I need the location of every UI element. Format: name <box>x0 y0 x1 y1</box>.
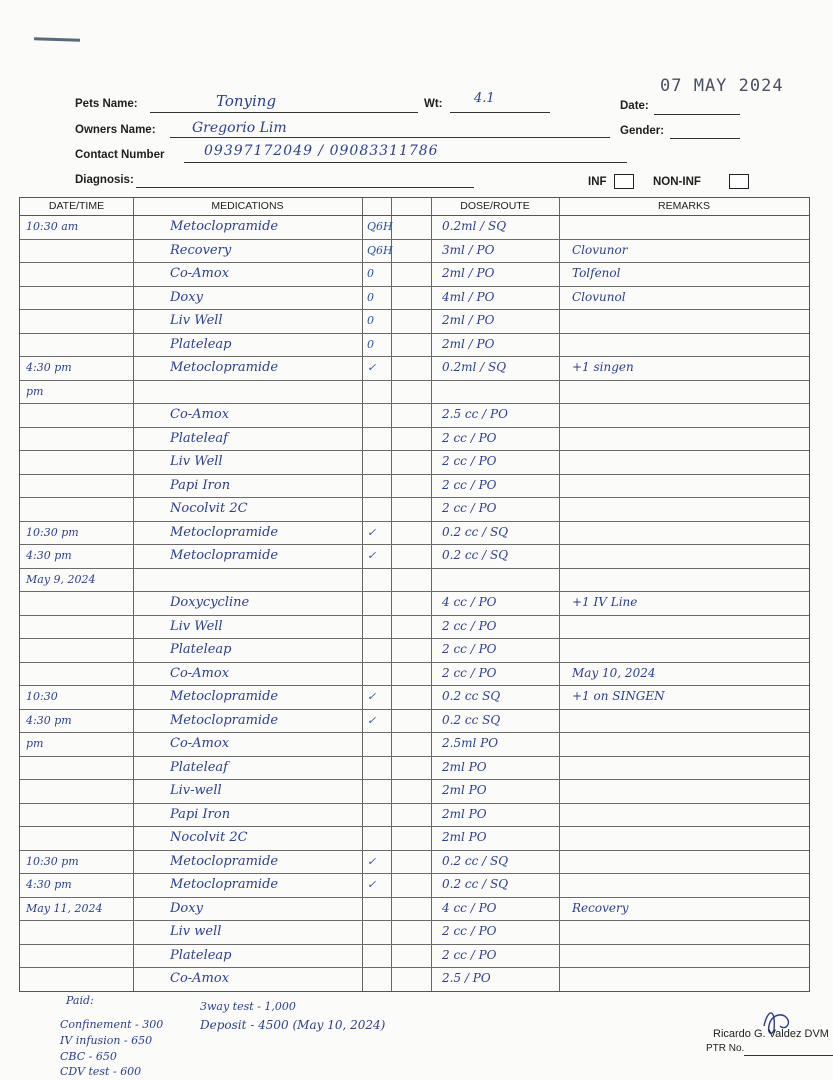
row-dose-route <box>442 380 557 403</box>
row-frequency <box>367 967 407 990</box>
row-frequency <box>367 756 407 779</box>
row-remark <box>572 521 807 544</box>
diagnosis-label: Diagnosis: <box>75 174 134 186</box>
gender-label: Gender: <box>620 125 665 137</box>
wt-label: Wt: <box>424 98 443 110</box>
pet-name-label: Pets Name: <box>75 98 138 110</box>
row-dose-route: 0.2 cc / SQ <box>442 853 509 868</box>
row-remark <box>572 826 807 849</box>
row-medication: Plateleap <box>170 642 232 657</box>
row-frequency <box>367 638 407 661</box>
ptr-underline <box>744 1055 833 1056</box>
row-frequency <box>367 474 407 497</box>
row-medication: Co-Amox <box>170 971 230 986</box>
row-medication: Metoclopramide <box>170 853 279 869</box>
row-datetime: pm <box>26 737 44 750</box>
row-remark <box>572 497 807 520</box>
row-datetime <box>26 638 130 661</box>
row-remark: Clovunol <box>572 289 626 304</box>
row-frequency <box>367 403 407 426</box>
row-frequency <box>367 427 407 450</box>
row-remark <box>572 873 807 896</box>
row-frequency: ✓ <box>367 549 377 562</box>
row-datetime <box>26 967 130 990</box>
row-datetime: 10:30 pm <box>26 525 79 539</box>
row-remark <box>572 709 807 732</box>
row-frequency: 0 <box>367 267 374 280</box>
row-medication: Plateleap <box>170 336 232 352</box>
row-frequency: Q6H <box>367 220 393 233</box>
row-dose-route: 0.2ml / SQ <box>442 219 507 233</box>
paid-item: CDV test - 600 <box>60 1065 142 1078</box>
paid-item: CBC - 650 <box>60 1050 117 1063</box>
paid-item: Confinement - 300 <box>60 1018 164 1031</box>
row-remark <box>572 215 807 238</box>
row-dose-route: 0.2 cc / SQ <box>442 548 509 562</box>
row-datetime: 4:30 pm <box>26 713 72 727</box>
row-remark: +1 singen <box>572 360 634 374</box>
row-dose-route: 4ml / PO <box>442 289 495 304</box>
row-dose-route: 2 cc / PO <box>442 665 497 680</box>
row-datetime: May 9, 2024 <box>26 572 96 586</box>
row-medication: Metoclopramide <box>170 360 279 375</box>
row-frequency: 0 <box>367 337 374 351</box>
row-dose-route: 2ml PO <box>442 783 487 797</box>
row-dose-route: 2ml / PO <box>442 266 495 280</box>
row-datetime <box>26 309 130 332</box>
row-remark <box>572 544 807 567</box>
row-remark <box>572 732 807 755</box>
vet-name: Ricardo G. Valdez DVM <box>713 1028 829 1040</box>
row-datetime: 10:30 pm <box>26 854 79 868</box>
row-datetime <box>26 756 130 779</box>
row-dose-route: 2 cc / PO <box>442 501 497 515</box>
row-frequency <box>367 497 407 520</box>
row-medication: Co-Amox <box>170 407 230 422</box>
inf-checkbox[interactable] <box>614 174 634 189</box>
diagnosis-underline <box>136 187 474 188</box>
row-frequency <box>367 944 407 967</box>
row-remark <box>572 850 807 873</box>
row-dose-route: 2ml / PO <box>442 313 495 327</box>
row-medication: Papi Iron <box>170 477 231 493</box>
row-dose-route: 2ml / PO <box>442 336 495 351</box>
row-medication: Doxy <box>170 289 203 305</box>
row-datetime <box>26 803 130 826</box>
row-medication: Nocolvit 2C <box>170 501 248 516</box>
row-remark <box>572 756 807 779</box>
row-remark <box>572 427 807 450</box>
date-label: Date: <box>620 100 649 112</box>
row-remark <box>572 920 807 943</box>
row-frequency <box>367 826 407 849</box>
row-datetime <box>26 944 130 967</box>
row-remark <box>572 450 807 473</box>
row-remark <box>572 380 807 403</box>
row-dose-route: 0.2 cc / SQ <box>442 524 509 539</box>
row-remark <box>572 474 807 497</box>
row-frequency <box>367 662 407 685</box>
row-frequency <box>367 779 407 802</box>
row-dose-route: 2.5 cc / PO <box>442 407 508 421</box>
row-medication: Co-Amox <box>170 266 230 281</box>
pet-name-value: Tonying <box>216 92 277 110</box>
noninf-checkbox[interactable] <box>729 174 749 189</box>
row-dose-route <box>442 568 557 591</box>
row-dose-route: 2 cc / PO <box>442 947 497 962</box>
row-datetime <box>26 239 130 262</box>
row-remark <box>572 803 807 826</box>
row-dose-route: 4 cc / PO <box>442 595 497 609</box>
scan-mark <box>34 37 80 42</box>
row-medication: Plateleaf <box>170 759 228 775</box>
row-medication: Co-Amox <box>170 736 230 751</box>
row-frequency <box>367 920 407 943</box>
row-datetime: 4:30 pm <box>26 361 72 374</box>
row-datetime <box>26 333 130 356</box>
row-medication: Metoclopramide <box>170 219 279 234</box>
row-datetime <box>26 403 130 426</box>
row-frequency <box>367 380 407 403</box>
row-frequency: ✓ <box>367 713 377 727</box>
row-dose-route: 2ml PO <box>442 830 487 844</box>
header-datetime: DATE/TIME <box>48 200 105 212</box>
row-medication: Metoclopramide <box>170 689 279 704</box>
deposit-line: Deposit - 4500 (May 10, 2024) <box>200 1018 386 1032</box>
row-medication: Metoclopramide <box>170 877 279 892</box>
test-line: 3way test - 1,000 <box>200 1000 296 1013</box>
row-datetime: 10:30 <box>26 690 58 703</box>
row-medication <box>170 380 360 403</box>
row-frequency <box>367 732 407 755</box>
row-medication: Plateleaf <box>170 430 228 446</box>
row-datetime <box>26 450 130 473</box>
row-dose-route: 0.2 cc / SQ <box>442 877 509 891</box>
row-frequency: 0 <box>367 290 374 304</box>
row-datetime: 4:30 pm <box>26 549 72 562</box>
contact-value: 09397172049 / 09083311786 <box>204 143 439 159</box>
row-remark: Clovunor <box>572 242 628 257</box>
gender-underline <box>670 138 740 139</box>
row-frequency: 0 <box>367 314 374 327</box>
row-medication: Liv-well <box>170 783 222 798</box>
row-frequency <box>367 591 407 614</box>
row-frequency <box>367 568 407 591</box>
header-dose-route: DOSE/ROUTE <box>460 200 530 212</box>
row-remark: +1 IV Line <box>572 595 638 609</box>
row-dose-route: 2ml PO <box>442 759 487 774</box>
row-datetime <box>26 779 130 802</box>
row-datetime <box>26 474 130 497</box>
row-datetime: May 11, 2024 <box>26 901 103 915</box>
row-dose-route: 2 cc / PO <box>442 477 497 492</box>
row-medication: Plateleap <box>170 947 232 963</box>
row-frequency: ✓ <box>367 878 377 891</box>
row-datetime <box>26 615 130 638</box>
row-datetime <box>26 427 130 450</box>
inf-label: INF <box>588 176 607 188</box>
contact-underline <box>184 162 627 163</box>
row-dose-route: 2.5ml PO <box>442 736 499 750</box>
row-datetime <box>26 591 130 614</box>
row-medication: Metoclopramide <box>170 712 279 728</box>
row-medication <box>170 568 360 591</box>
row-frequency: ✓ <box>367 854 377 868</box>
row-dose-route: 4 cc / PO <box>442 900 497 915</box>
row-dose-route: 2 cc / PO <box>442 430 497 445</box>
row-remark: Recovery <box>572 900 629 915</box>
row-frequency: ✓ <box>367 690 377 703</box>
header-medications: MEDICATIONS <box>211 200 284 212</box>
owner-name-value: Gregorio Lim <box>192 120 287 136</box>
row-frequency <box>367 897 407 920</box>
row-medication: Metoclopramide <box>170 548 279 563</box>
row-medication: Doxycycline <box>170 595 250 610</box>
wt-underline <box>450 112 550 113</box>
row-medication: Doxy <box>170 900 203 916</box>
row-medication: Recovery <box>170 242 232 258</box>
row-datetime <box>26 662 130 685</box>
row-medication: Liv Well <box>170 313 223 328</box>
row-dose-route: 2 cc / PO <box>442 924 497 938</box>
pet-name-underline <box>150 112 418 113</box>
row-remark <box>572 779 807 802</box>
row-medication: Liv well <box>170 924 222 939</box>
noninf-label: NON-INF <box>653 176 701 188</box>
row-datetime <box>26 826 130 849</box>
paid-item: IV infusion - 650 <box>60 1034 153 1047</box>
contact-label: Contact Number <box>75 149 165 161</box>
ptr-label: PTR No. <box>706 1043 745 1054</box>
row-remark: Tolfenol <box>572 266 621 280</box>
owner-name-label: Owners Name: <box>75 124 156 136</box>
row-frequency: Q6H <box>367 243 393 257</box>
date-underline <box>654 114 740 115</box>
header-remarks: REMARKS <box>658 200 710 212</box>
row-frequency: ✓ <box>367 361 377 374</box>
row-datetime <box>26 920 130 943</box>
row-frequency <box>367 803 407 826</box>
row-remark <box>572 944 807 967</box>
row-dose-route: 2 cc / PO <box>442 454 497 468</box>
row-remark <box>572 309 807 332</box>
row-medication: Nocolvit 2C <box>170 830 248 845</box>
row-datetime: 10:30 am <box>26 220 79 233</box>
row-frequency: ✓ <box>367 525 377 539</box>
row-dose-route: 3ml / PO <box>442 242 495 257</box>
row-frequency <box>367 450 407 473</box>
owner-name-underline <box>170 137 610 138</box>
row-remark <box>572 568 807 591</box>
row-dose-route: 2 cc / PO <box>442 618 497 633</box>
row-medication: Liv Well <box>170 454 223 469</box>
row-remark <box>572 333 807 356</box>
row-remark <box>572 638 807 661</box>
row-remark <box>572 403 807 426</box>
row-dose-route: 2.5 / PO <box>442 971 491 985</box>
row-dose-route: 2 cc / PO <box>442 642 497 656</box>
row-medication: Co-Amox <box>170 665 230 681</box>
row-medication: Liv Well <box>170 618 223 634</box>
row-datetime <box>26 262 130 285</box>
row-datetime: 4:30 pm <box>26 878 72 891</box>
medication-table <box>19 197 810 992</box>
row-medication: Papi Iron <box>170 806 231 822</box>
row-frequency <box>367 615 407 638</box>
row-remark: May 10, 2024 <box>572 665 656 680</box>
row-dose-route: 2ml PO <box>442 806 487 821</box>
row-datetime <box>26 286 130 309</box>
row-datetime: pm <box>26 384 44 398</box>
row-remark: +1 on SINGEN <box>572 689 665 703</box>
row-datetime <box>26 497 130 520</box>
row-dose-route: 0.2ml / SQ <box>442 360 507 374</box>
date-stamp: 07 MAY 2024 <box>660 76 784 96</box>
row-dose-route: 0.2 cc SQ <box>442 712 501 727</box>
row-remark <box>572 967 807 990</box>
paid-label: Paid: <box>66 994 94 1007</box>
row-medication: Metoclopramide <box>170 524 279 540</box>
wt-value: 4.1 <box>474 91 495 106</box>
row-remark <box>572 615 807 638</box>
row-dose-route: 0.2 cc SQ <box>442 689 501 703</box>
